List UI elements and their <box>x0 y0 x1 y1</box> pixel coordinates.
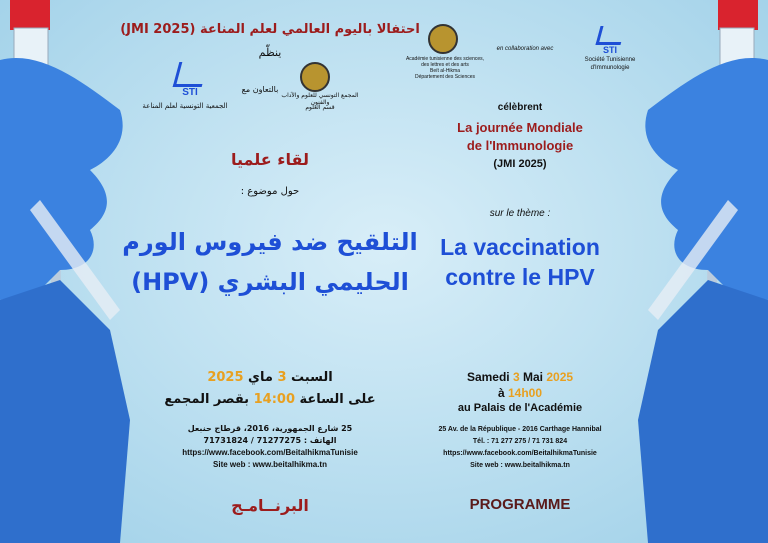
arabic-time-value: 14:00 <box>253 392 295 407</box>
sti-logo-icon <box>172 62 208 87</box>
arabic-celebration-title: احتفالا باليوم العالمي لعلم المناعة (JMI 2025) <box>120 22 420 37</box>
arabic-academy-label: المجمع التونسي للعلوم والآداب والفنون <box>281 92 359 106</box>
french-date <box>400 370 640 384</box>
sti-logo-icon <box>595 26 625 45</box>
arabic-date-month: ماي <box>248 370 273 385</box>
french-topic-line1: La vaccination <box>440 234 600 260</box>
arabic-date-day: 3 <box>277 370 287 385</box>
academy-label-4: Département des Sciences <box>414 74 476 80</box>
arabic-phone: الهاتف : 71277275 / 71731824 <box>203 436 337 445</box>
gloved-hand-vial-left-illustration <box>0 0 140 543</box>
french-time-prefix: à <box>497 386 505 400</box>
french-time-value: 14h00 <box>508 386 543 400</box>
french-venue: au Palais de l'Académie <box>457 402 583 414</box>
sti-name-2: d'Immunologie <box>590 65 630 71</box>
french-date-prefix: Samedi <box>466 370 510 384</box>
arabic-date-year: 2025 <box>207 370 244 385</box>
academy-logo-left <box>300 62 330 92</box>
french-address: 25 Av. de la République - 2016 Carthage Hannibal <box>438 426 602 433</box>
french-topic-line2: contre le HPV <box>445 264 595 290</box>
sti-logo-left <box>160 62 220 102</box>
arabic-topic-line2: الحليمي البشري (HPV) <box>131 268 409 296</box>
french-phone: Tél. : 71 277 275 / 71 731 824 <box>472 438 568 445</box>
academy-label-2: des lettres et des arts <box>421 62 469 68</box>
french-date-month: Mai <box>523 370 544 384</box>
arabic-time-prefix: على الساعة <box>299 392 376 407</box>
collaboration-text: en collaboration avec <box>496 46 554 52</box>
arabic-time <box>120 392 420 407</box>
arabic-time-suffix: بقصر المجمع <box>164 392 250 407</box>
arabic-programme-title: البرنــامـج <box>231 496 309 515</box>
academy-label-3: Beït al-Hikma <box>429 68 460 74</box>
arabic-date-prefix: السبت <box>291 370 333 385</box>
arabic-panel <box>120 0 420 543</box>
arabic-topic-line1: التلقيح ضد فيروس الورم <box>122 228 418 256</box>
french-date-day: 3 <box>512 370 520 384</box>
french-programme-title: PROGRAMME <box>469 496 571 513</box>
academy-label-1: Académie tunisienne des sciences, <box>405 56 485 62</box>
journee-line1: La journée Mondiale <box>457 120 583 135</box>
academy-logo-right <box>428 24 458 54</box>
sti-logo-right <box>585 26 635 55</box>
jmi-text: (JMI 2025) <box>493 158 547 170</box>
sti-name-block <box>575 56 645 72</box>
arabic-academy-sub: قسم العلوم <box>305 104 335 111</box>
gloved-hand-vial-right-illustration <box>628 0 768 543</box>
french-facebook-link[interactable]: https://www.facebook.com/BeitalhikmaTunisie <box>443 450 597 457</box>
french-panel <box>400 0 640 543</box>
french-time <box>400 386 640 400</box>
arabic-meeting: لقاء علميا <box>230 150 309 169</box>
celebrate-text: célèbrent <box>497 102 543 113</box>
academy-label-block <box>400 56 490 80</box>
theme-label: sur le thème : <box>489 208 551 219</box>
arabic-with-cooperation: بالتعاون مع <box>241 85 279 94</box>
arabic-website-link[interactable]: Site web : www.beitalhikma.tn <box>213 460 327 469</box>
arabic-partner-sti-label: الجمعية التونسية لعلم المناعة <box>142 102 228 110</box>
arabic-address: 25 شارع الجمهورية، 2016، قرطاج حنبعل <box>187 424 353 433</box>
french-website-link[interactable]: Site web : www.beitalhikma.tn <box>470 462 570 469</box>
french-date-year: 2025 <box>546 370 574 384</box>
arabic-organizes: ينظّم <box>258 46 282 59</box>
arabic-about-topic: حول موضوع : <box>240 186 300 197</box>
journee-line2: de l'Immunologie <box>466 138 574 153</box>
arabic-facebook-link[interactable]: https://www.facebook.com/BeitalhikmaTunisie <box>182 448 358 457</box>
sti-logo-text: STI <box>182 87 198 98</box>
arabic-date <box>120 370 420 385</box>
sti-logo-text: STI <box>602 45 617 55</box>
sti-name-1: Société Tunisienne <box>584 57 636 63</box>
